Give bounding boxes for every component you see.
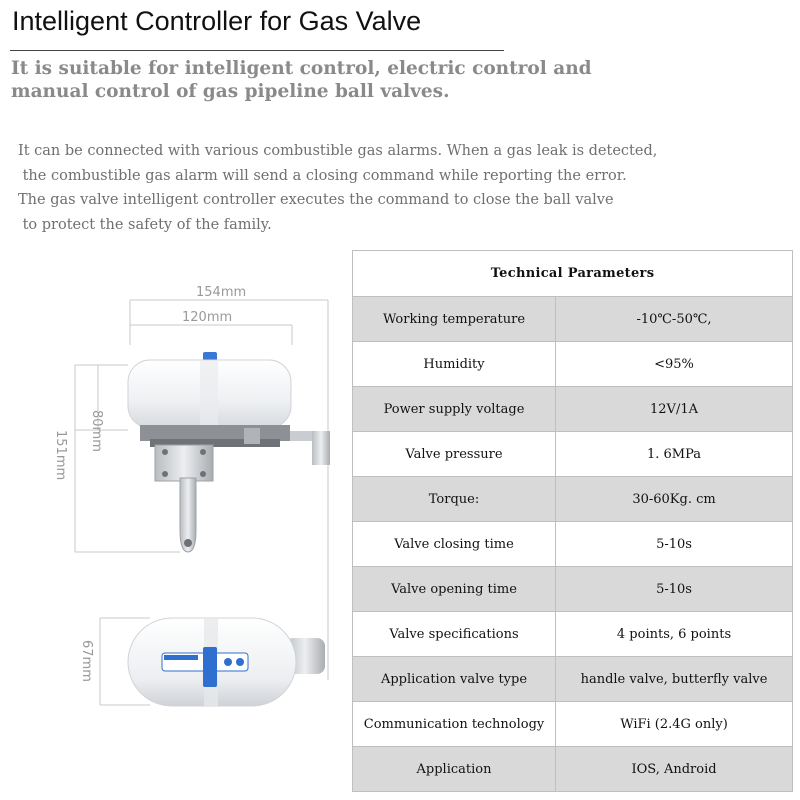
intro-paragraph (18, 139, 778, 237)
param-value: 1. 6MPa (556, 432, 793, 477)
param-label: Working temperature (353, 297, 556, 342)
table-row (353, 612, 793, 657)
page-title: Intelligent Controller for Gas Valve (12, 6, 422, 36)
table-row (353, 657, 793, 702)
param-value: WiFi (2.4G only) (556, 702, 793, 747)
param-label: Power supply voltage (353, 387, 556, 432)
table-row (353, 522, 793, 567)
table-row (353, 702, 793, 747)
param-label: Application valve type (353, 657, 556, 702)
intro-line-2: the combustible gas alarm will send a closing command while reporting the error. (18, 167, 627, 184)
param-label: Communication technology (353, 702, 556, 747)
param-label: Valve closing time (353, 522, 556, 567)
param-label: Valve opening time (353, 567, 556, 612)
technical-parameters-table (352, 250, 793, 792)
param-value: IOS, Android (556, 747, 793, 792)
param-label: Application (353, 747, 556, 792)
param-label: Humidity (353, 342, 556, 387)
param-value: 5-10s (556, 522, 793, 567)
subtitle (11, 57, 651, 103)
table-row (353, 567, 793, 612)
dim-body-height: 80mm (89, 410, 104, 452)
dim-depth: 67mm (79, 640, 94, 682)
param-label: Torque: (353, 477, 556, 522)
title-divider (10, 50, 504, 51)
table-title: Technical Parameters (353, 251, 793, 297)
dim-body-width: 120mm (182, 310, 233, 325)
subtitle-line-1: It is suitable for intelligent control, electric control and (11, 58, 592, 79)
param-value: 5-10s (556, 567, 793, 612)
product-dimension-drawing (0, 260, 350, 800)
table-row (353, 747, 793, 792)
subtitle-line-2: manual control of gas pipeline ball valves. (11, 81, 450, 102)
dim-overall-width: 154mm (196, 285, 247, 300)
intro-line-3: The gas valve intelligent controller executes the command to close the ball valve (18, 192, 614, 208)
param-value: -10℃-50℃, (556, 297, 793, 342)
param-value: 4 points, 6 points (556, 612, 793, 657)
intro-line-4: to protect the safety of the family. (18, 216, 272, 233)
intro-line-1: It can be connected with various combustible gas alarms. When a gas leak is detected, (18, 143, 658, 159)
table-row (353, 387, 793, 432)
param-value: 12V/1A (556, 387, 793, 432)
device-front-view (128, 352, 330, 552)
table-row (353, 342, 793, 387)
table-row (353, 477, 793, 522)
device-top-view (128, 618, 325, 706)
param-value: <95% (556, 342, 793, 387)
param-value: 30-60Kg. cm (556, 477, 793, 522)
table-row (353, 297, 793, 342)
param-label: Valve pressure (353, 432, 556, 477)
dim-overall-height: 151mm (53, 430, 68, 481)
param-label: Valve specifications (353, 612, 556, 657)
table-row (353, 432, 793, 477)
param-value: handle valve, butterfly valve (556, 657, 793, 702)
